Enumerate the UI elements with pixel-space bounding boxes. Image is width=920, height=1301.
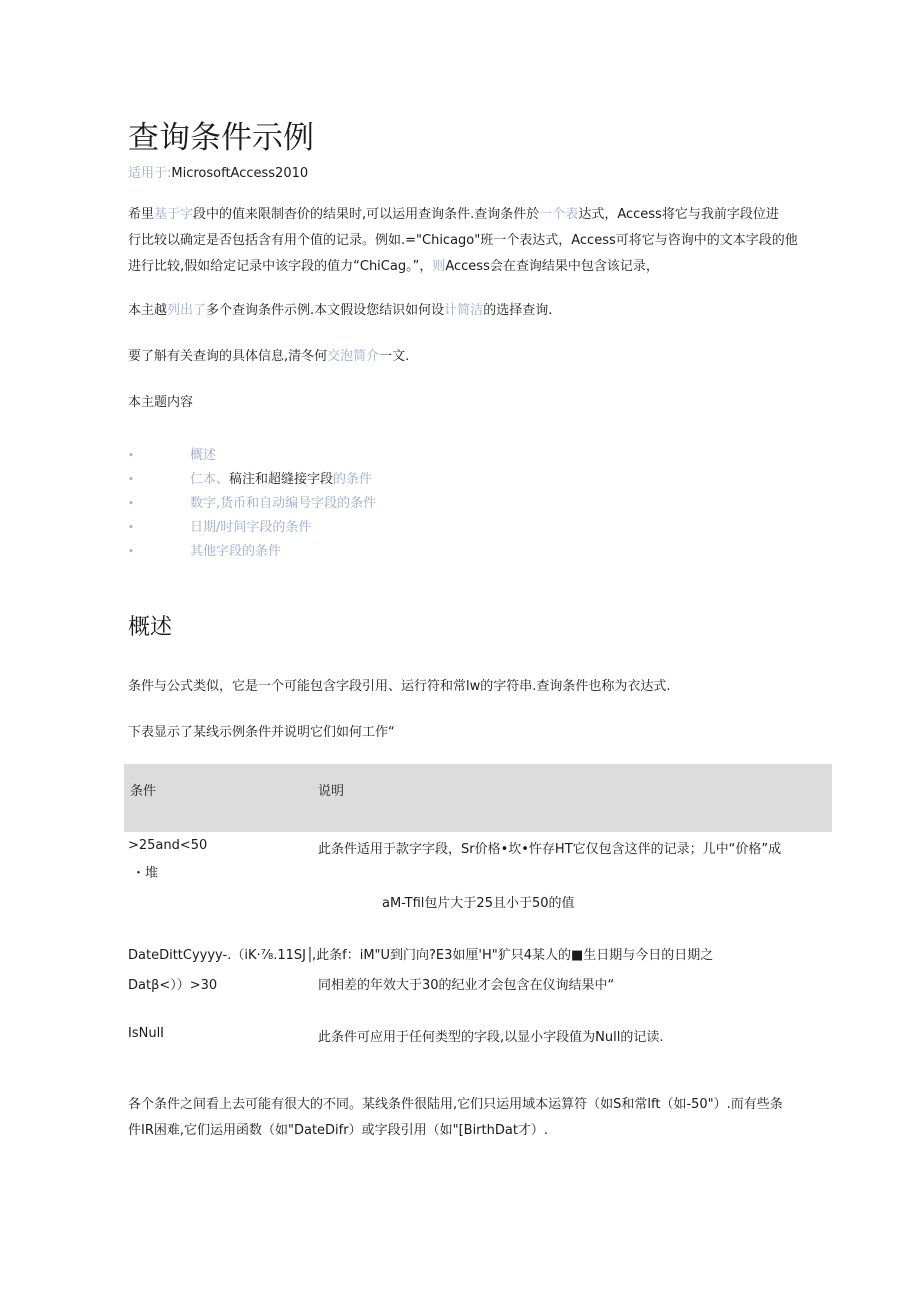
- contents-link[interactable]: 其他字段的条件: [190, 544, 282, 559]
- overview-heading: 概述: [128, 615, 173, 640]
- bullet-icon: •: [128, 474, 134, 485]
- bullet-icon: •: [128, 450, 134, 461]
- bullet-icon: •: [128, 498, 134, 509]
- contents-link[interactable]: 的条件: [333, 472, 373, 487]
- table-cell-criterion: IsNulI: [128, 1026, 165, 1041]
- bullet-icon: •: [128, 546, 134, 557]
- table-cell-criterion: >25and<50: [128, 838, 208, 853]
- intro-line-2: 行比较以确定是否包括含有用个值的记录。例如.="Chicago"班一个表达式，Access可将它与咨询中的文本字段的他: [128, 233, 798, 248]
- intro-link-based-on-field[interactable]: 基于字: [154, 207, 194, 222]
- applies-to-product: MicrosoftAccess2010: [171, 166, 309, 181]
- contents-heading: 本主题内容: [128, 395, 194, 410]
- applies-to: [128, 162, 308, 181]
- contents-link-dark[interactable]: 稿注和超缝接字段: [229, 472, 334, 487]
- intro-line-3: [128, 254, 659, 280]
- more-link-intro[interactable]: 交泡简介: [327, 349, 380, 364]
- more-info-paragraph: [128, 344, 409, 370]
- intro-text: 段中的值来限制杳价的结果时,可以运用查询条件.查询条件於: [193, 207, 540, 222]
- topic-paragraph: [128, 298, 552, 324]
- intro-link-expression[interactable]: 一个表: [539, 207, 579, 222]
- topic-link-design[interactable]: 计简洁: [444, 303, 484, 318]
- contents-link[interactable]: 概述: [190, 448, 217, 463]
- table-header: [124, 764, 832, 832]
- bullet-icon: •: [128, 522, 134, 533]
- more-text: 要了斛有关查询的具体信息,清冬何: [128, 349, 328, 364]
- table-header-description: 说明: [318, 784, 345, 799]
- table-cell-criterion: ・堆: [132, 866, 159, 881]
- intro-text: 进行比较,假如给定记录中该字段的值力“ChiCag。”，: [128, 259, 433, 274]
- overview-paragraph-1: 条件与公式类似，它是一个可能包含字段引用、运行符和常lw的字符串.查询条件也称为衣达式.: [128, 679, 671, 694]
- table-cell-description: ,此条f：iM"U到门向?E3如厘'H"犷只4某人的■生日期与今日的日期之: [312, 948, 714, 963]
- page-title: 查询条件示例: [128, 120, 314, 156]
- applies-to-label: 适用于:: [128, 166, 172, 181]
- table-cell-description: 同相差的年效大于30的纪业才会包含在仪询结果中“: [318, 978, 615, 993]
- topic-text: 的选择查询.: [483, 303, 553, 318]
- contents-link[interactable]: 数字,货币和自动编号字段的条件: [190, 496, 377, 511]
- contents-link[interactable]: 日期/时间字段的条件: [190, 520, 312, 535]
- intro-text: 达式，Access将它与我前字段位进: [578, 207, 779, 222]
- more-text: 一文.: [379, 349, 410, 364]
- table-cell-description: aM-Tfil包片大于25且小于50的值: [382, 896, 575, 911]
- topic-text: 本主越: [128, 303, 168, 318]
- topic-text: 多个查询条件示例.本文假设您结识如何设: [206, 303, 445, 318]
- closing-line-1: 各个条件之间看上去可能有很大的不同。某线条件很陆用,它们只运用域本运算符（如S和常lft（如-50"）.而有些条: [128, 1097, 783, 1112]
- overview-paragraph-2: 下表显示了某线示例条件并说明它们如何工作“: [128, 725, 395, 740]
- intro-line-1: [128, 202, 779, 228]
- intro-link-then[interactable]: 则: [432, 259, 446, 274]
- topic-link-lists[interactable]: 列出了: [167, 303, 207, 318]
- table-cell-description: 此条件可应用于任何类型的字段,以显小字段值为Null的记读.: [318, 1030, 664, 1045]
- closing-line-2: 件IR困难,它们运用函数（如"DateDifr）或字段引用（如"[BirthDat才）.: [128, 1123, 549, 1138]
- table-cell-description: 此条件适用于款字字段，Sr价格•坎•忤存HT它仅包含这伴的记录；儿中“价格”成: [318, 842, 782, 857]
- table-cell-criterion: Datβ<））>30: [128, 978, 218, 993]
- table-cell-criterion: DateDittCyyyy-.（iK·⅞.11SJ│: [128, 948, 314, 963]
- intro-text: Access会在查询结果中包含该记录，: [445, 259, 659, 274]
- contents-link[interactable]: 仁本、: [190, 472, 230, 487]
- table-header-criteria: 条件: [130, 784, 157, 799]
- intro-text: 希里: [128, 207, 155, 222]
